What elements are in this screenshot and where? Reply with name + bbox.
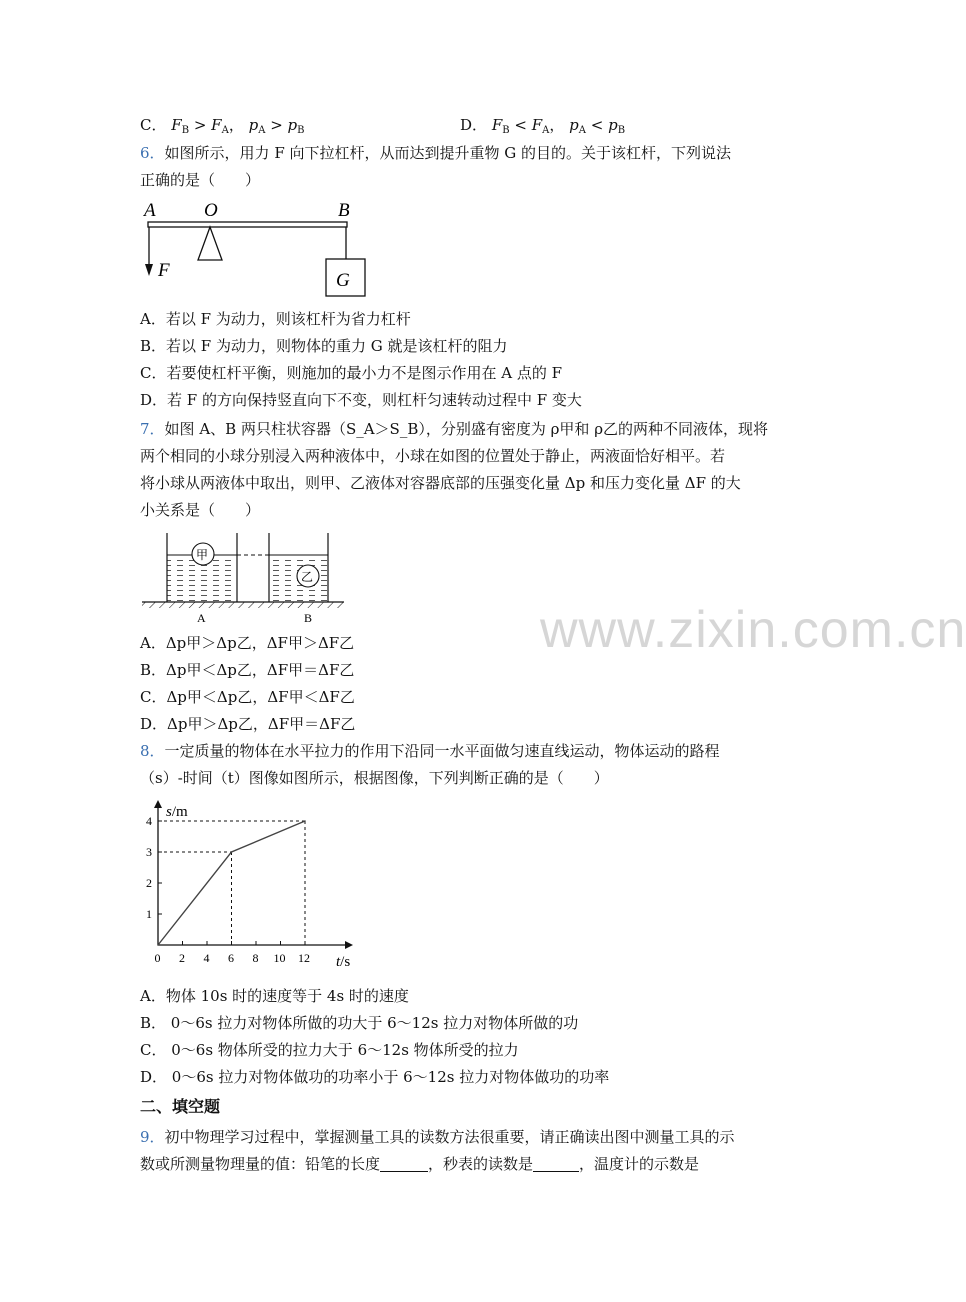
q5-option-c bbox=[140, 114, 305, 142]
q7-option-a: A．Δp甲＞Δp乙，ΔF甲＞ΔF乙 bbox=[140, 634, 355, 652]
force-arrow-head bbox=[145, 264, 153, 276]
q7-stem-line3: 将小球从两液体中取出，则甲、乙液体对容器底部的压强变化量 Δp 和压力变化量 ΔF 的大 bbox=[140, 474, 741, 492]
data-point bbox=[304, 820, 306, 822]
q8-stem-line2: （s）-时间（t）图像如图所示，根据图像，下列判断正确的是（ ） bbox=[140, 769, 609, 787]
x-tick-label: 8 bbox=[252, 951, 259, 965]
answer-blank-pencil[interactable] bbox=[380, 1155, 428, 1172]
st-graph bbox=[140, 796, 370, 974]
q6-stem-line1 bbox=[140, 142, 731, 164]
x-axis-arrow bbox=[345, 941, 353, 949]
q5-option-d-formula: $F_B < F_A$， $p_A < p_B$ bbox=[491, 116, 626, 136]
q7-stem-text1: 如图 A、B 两只柱状容器（S_A＞S_B），分别盛有密度为 ρ甲和 ρ乙的两种不同液体，现将 bbox=[164, 420, 769, 438]
lever-bar bbox=[148, 222, 347, 227]
q7-stem-line1 bbox=[140, 418, 768, 440]
ground-hatch bbox=[142, 602, 344, 608]
q9-text-b: ，秒表的读数是 bbox=[428, 1155, 534, 1173]
watermark: www.zixin.com.cn bbox=[540, 601, 966, 659]
q7-option-b: B．Δp甲＜Δp乙，ΔF甲＝ΔF乙 bbox=[140, 661, 355, 679]
q5-option-d bbox=[460, 114, 625, 142]
q9-text-c: ，温度计的示数是 bbox=[579, 1155, 700, 1173]
q8-stem-text1: 一定质量的物体在水平拉力的作用下沿同一水平面做匀速直线运动，物体运动的路程 bbox=[164, 742, 720, 760]
q8-option-d: D． 0～6s 拉力对物体做功的功率小于 6～12s 拉力对物体做功的功率 bbox=[140, 1068, 610, 1086]
y-tick-label: 1 bbox=[146, 907, 152, 921]
q8-option-c: C． 0～6s 物体所受的拉力大于 6～12s 物体所受的拉力 bbox=[140, 1041, 519, 1059]
q7-number: 7． bbox=[140, 420, 165, 438]
y-axis-label: s/m bbox=[166, 804, 188, 820]
q7-option-c: C．Δp甲＜Δp乙，ΔF甲＜ΔF乙 bbox=[140, 688, 355, 706]
label-a: A bbox=[144, 200, 156, 221]
y-tick-label: 4 bbox=[146, 814, 152, 828]
q6-option-c: C．若要使杠杆平衡，则施加的最小力不是图示作用在 A 点的 F bbox=[140, 364, 563, 382]
x-tick-label: 6 bbox=[228, 951, 234, 965]
data-point bbox=[157, 944, 159, 946]
label-b: B bbox=[338, 200, 350, 221]
x-tick-label: 12 bbox=[298, 951, 310, 965]
q7-option-d: D．Δp甲＞Δp乙，ΔF甲＝ΔF乙 bbox=[140, 715, 356, 733]
q5-option-c-formula: $F_B > F_A$， $p_A > p_B$ bbox=[171, 116, 305, 136]
q6-option-d: D．若 F 的方向保持竖直向下不变，则杠杆匀速转动过程中 F 变大 bbox=[140, 391, 582, 409]
label-o: O bbox=[204, 200, 218, 221]
q8-option-a: A．物体 10s 时的速度等于 4s 时的速度 bbox=[140, 987, 409, 1005]
container-b-label: B bbox=[304, 611, 313, 625]
label-f: F bbox=[158, 260, 170, 281]
q8-number: 8． bbox=[140, 742, 165, 760]
q9-text-a: 数或所测量物理量的值：铅笔的长度 bbox=[140, 1155, 381, 1173]
ball-b-label: 乙 bbox=[301, 570, 314, 584]
q6-stem-text1: 如图所示，用力 F 向下拉杠杆，从而达到提升重物 G 的目的。关于该杠杆，下列说法 bbox=[164, 144, 732, 162]
data-point bbox=[231, 851, 233, 853]
q8-stem-line1 bbox=[140, 740, 720, 762]
q6-lever-figure bbox=[140, 196, 380, 302]
fulcrum-triangle bbox=[198, 227, 222, 260]
q5-option-d-label: D． bbox=[460, 116, 488, 134]
q7-containers-figure bbox=[140, 528, 350, 626]
ball-a-label: 甲 bbox=[196, 548, 209, 562]
x-axis-label: t/s bbox=[336, 954, 351, 970]
q9-stem-text1: 初中物理学习过程中，掌握测量工具的读数方法很重要，请正确读出图中测量工具的示 bbox=[164, 1128, 735, 1146]
q6-option-a: A．若以 F 为动力，则该杠杆为省力杠杆 bbox=[140, 310, 411, 328]
container-a-label: A bbox=[197, 611, 206, 625]
q6-number: 6． bbox=[140, 144, 165, 162]
q6-stem-line2: 正确的是（ ） bbox=[140, 171, 261, 189]
y-tick-label: 3 bbox=[146, 845, 152, 859]
q9-stem-line1 bbox=[140, 1126, 735, 1148]
q7-stem-line2: 两个相同的小球分别浸入两种液体中，小球在如图的位置处于静止，两液面恰好相平。若 bbox=[140, 447, 726, 465]
x-tick-label: 0 bbox=[154, 951, 161, 965]
x-tick-label: 2 bbox=[179, 951, 185, 965]
q9-stem-line2 bbox=[140, 1153, 699, 1175]
answer-blank-stopwatch[interactable] bbox=[533, 1155, 579, 1172]
label-g: G bbox=[336, 270, 350, 291]
section-title: 二、填空题 bbox=[140, 1097, 221, 1116]
x-tick-label: 4 bbox=[203, 951, 210, 965]
y-axis-arrow bbox=[154, 800, 162, 808]
x-tick-label: 10 bbox=[273, 951, 286, 965]
y-tick-label: 2 bbox=[146, 876, 152, 890]
q5-option-c-label: C． bbox=[140, 116, 167, 134]
q9-number: 9． bbox=[140, 1128, 165, 1146]
q7-stem-line4: 小关系是（ ） bbox=[140, 501, 261, 519]
q8-option-b: B． 0～6s 拉力对物体所做的功大于 6～12s 拉力对物体所做的功 bbox=[140, 1014, 579, 1032]
q6-option-b: B．若以 F 为动力，则物体的重力 G 就是该杠杆的阻力 bbox=[140, 337, 508, 355]
